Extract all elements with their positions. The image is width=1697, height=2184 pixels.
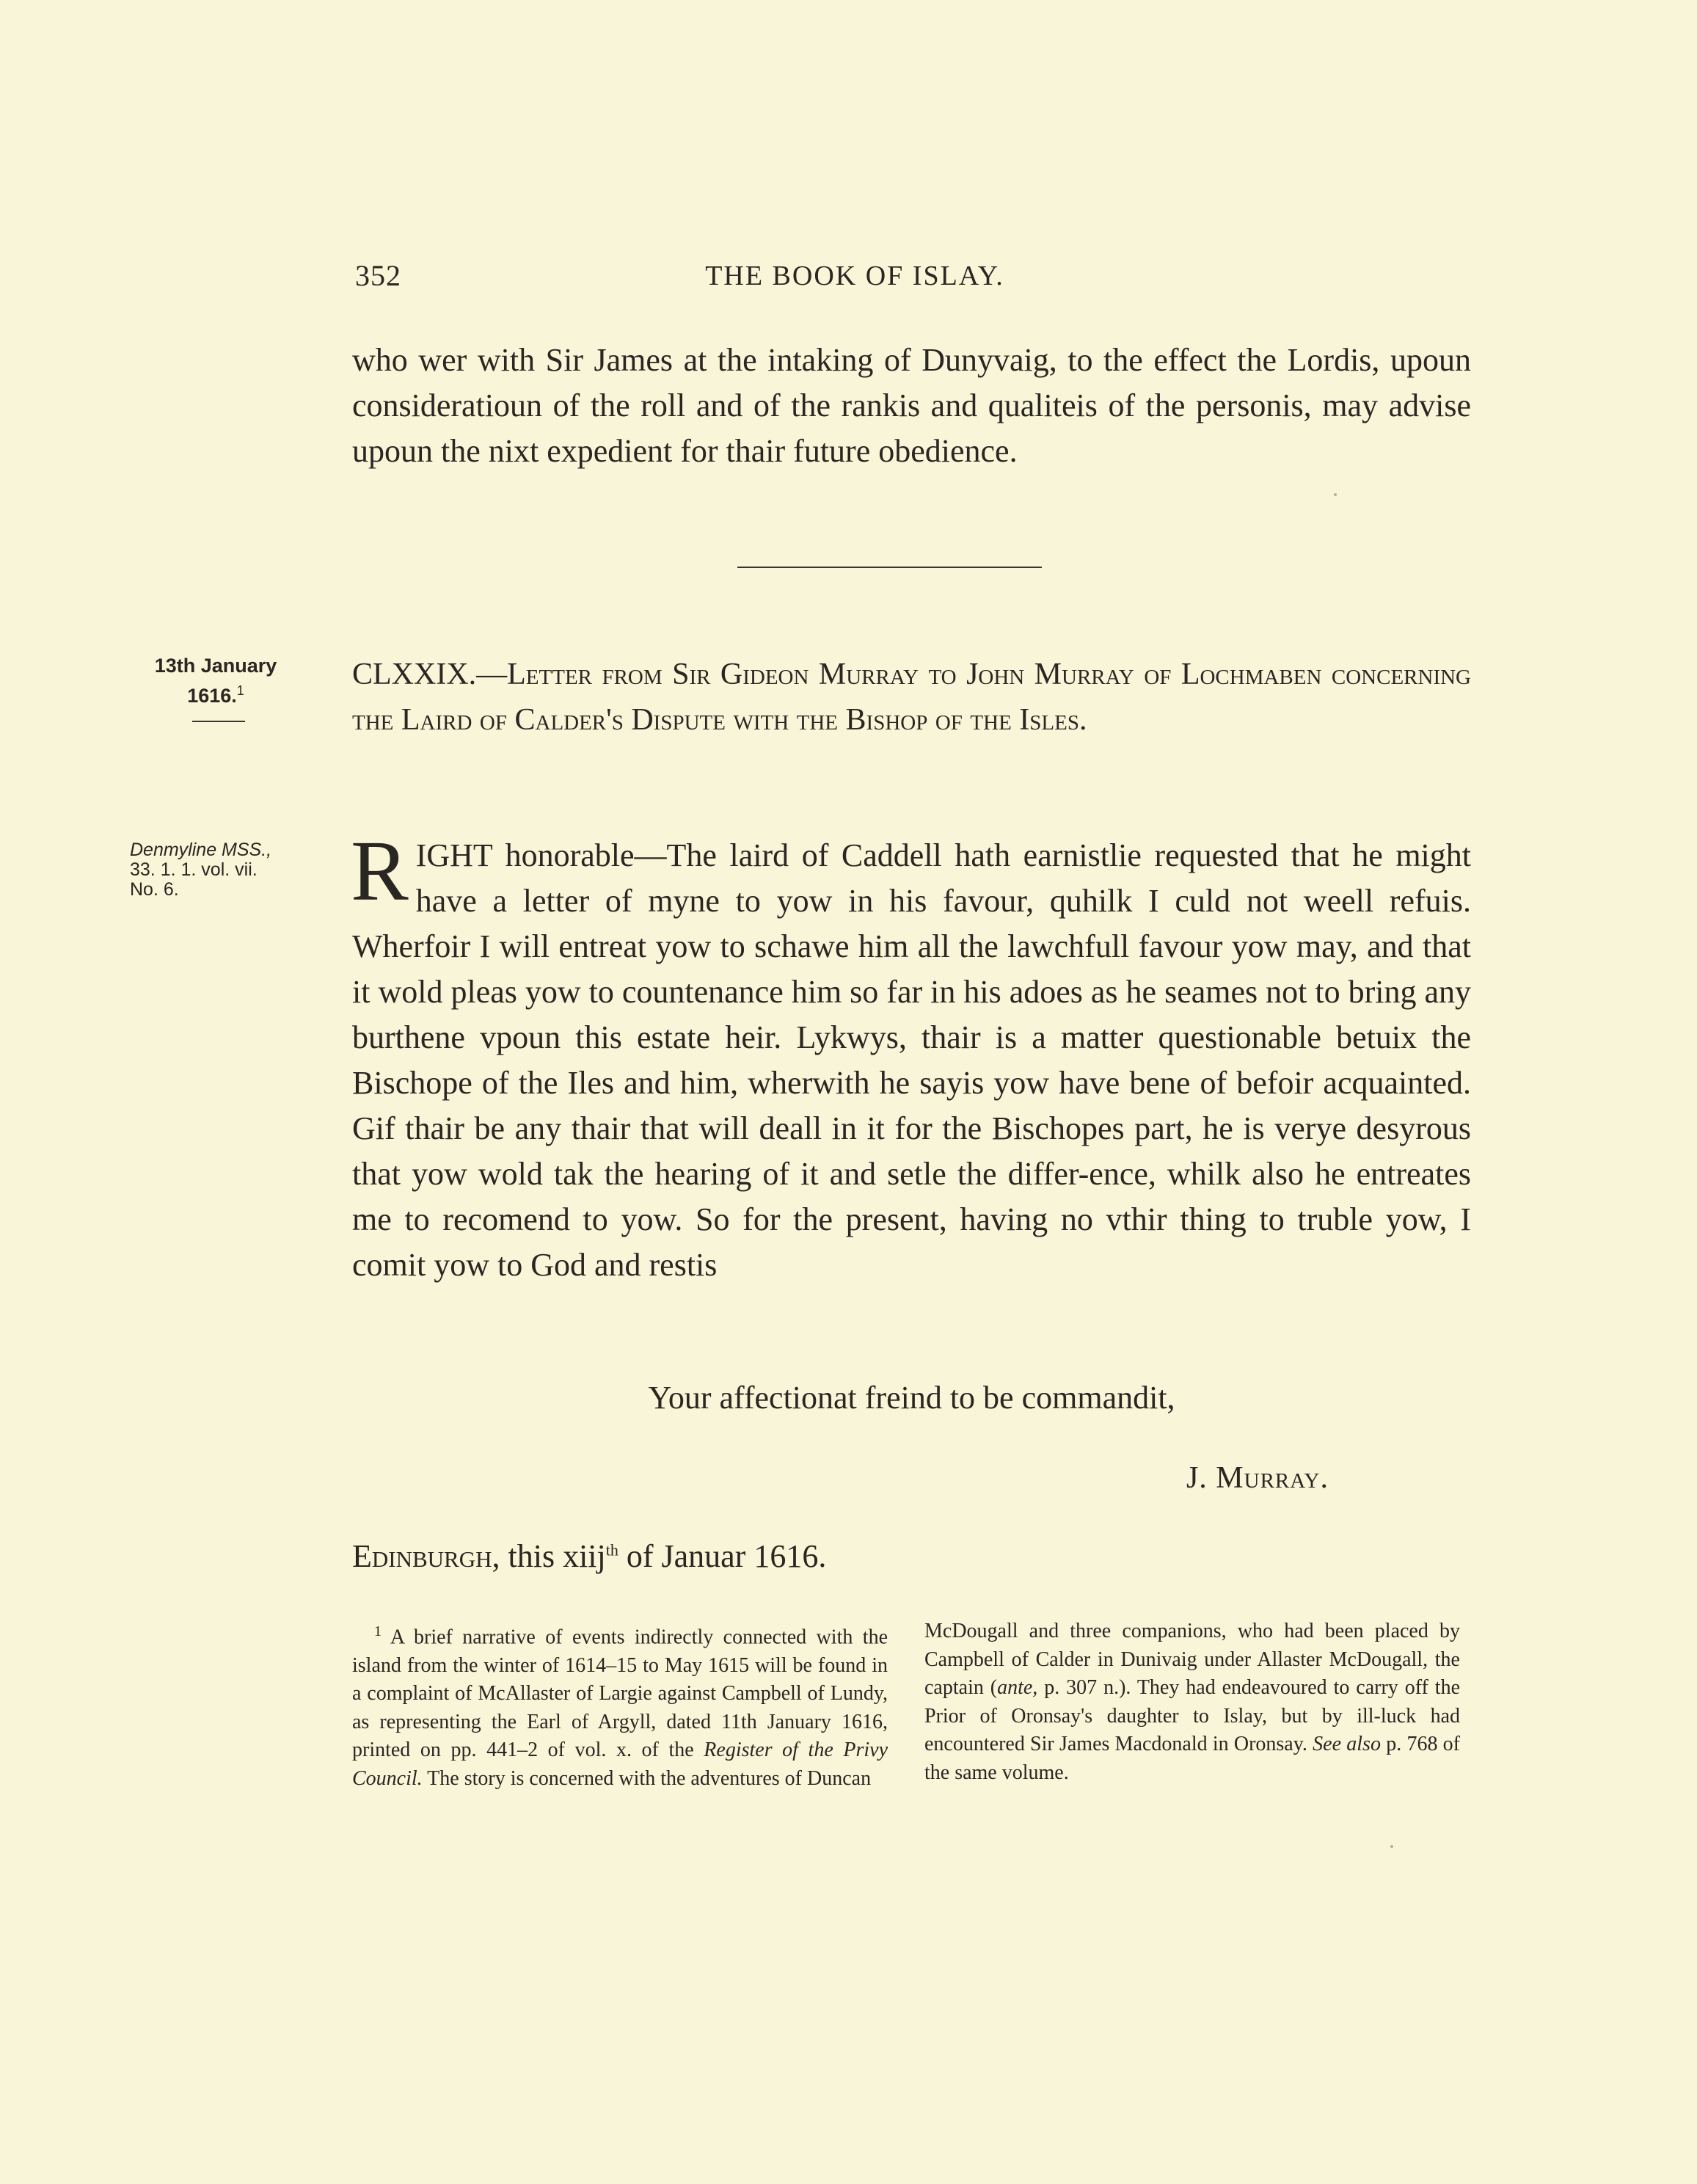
footnote-register-title: Register of the Privy Council.	[352, 1739, 888, 1790]
source-number: No. 6.	[130, 879, 179, 900]
footnote-ante: ante,	[997, 1676, 1038, 1699]
dateline-text: this xiij	[500, 1538, 606, 1574]
letter-body	[351, 823, 1471, 1288]
footnote-right-column	[924, 1617, 1460, 1787]
footnote-left-column	[352, 1617, 888, 1793]
letter-number: CLXXIX.	[352, 658, 477, 691]
letter-signoff: Your affectionat freind to be commandit,	[648, 1380, 1175, 1416]
page-number: 352	[355, 259, 401, 292]
paper-speck	[1390, 1845, 1393, 1848]
footnote-right-text2: p. 307 n.). They had endeavoured to carry off the Prior of Oronsay's daughter to Islay, but by ill-luck had encountered Sir James Macdonald in Oronsay.	[924, 1676, 1460, 1755]
margin-source-note	[130, 840, 321, 900]
running-title: THE BOOK OF ISLAY.	[705, 261, 1004, 291]
letter-heading	[352, 652, 1471, 743]
footnote-see-also: See also	[1313, 1733, 1381, 1755]
source-volume: 33. 1. 1. vol. vii.	[130, 859, 258, 880]
source-manuscript: Denmyline MSS.,	[130, 840, 272, 860]
continuation-paragraph: who wer with Sir James at the intaking of Dunyvaig, to the effect the Lordis, upoun consideratioun of the roll and of the rankis and qualiteis of the personis, may advise upoun the nixt expedient for thair future obedience.	[352, 342, 1471, 469]
footnote-left-tail: The story is concerned with the adventures of Duncan	[422, 1766, 872, 1790]
paper-speck	[1334, 493, 1337, 496]
drop-cap: R	[351, 823, 409, 919]
footnote-right-tail: p. 768 of the same volume.	[924, 1733, 1461, 1784]
dateline-superscript: th	[605, 1540, 618, 1559]
margin-date	[117, 653, 314, 708]
margin-date-line1: 13th January	[154, 655, 277, 677]
letter-signature: J. Murray.	[1186, 1461, 1329, 1495]
dateline-place: Edinburgh,	[352, 1538, 500, 1574]
margin-date-year: 1616.	[187, 685, 237, 707]
margin-dash	[192, 721, 245, 722]
section-divider	[737, 567, 1042, 568]
letter-title: —Letter from Sir Gideon Murray to John Murray of Lochmaben concerning the Laird of Calder's Dispute with the Bishop of the Isles.	[352, 658, 1471, 737]
letter-body-text: IGHT honorable—The laird of Caddell hath earnistlie requested that he might have a letter of myne to yow in his favour, quhilk I culd not weell refuis. Wherfoir I will entreat yow to schawe him all the lawchfull favour yow may, and that it wold pleas yow to countenance him so far in his adoes as he seames not to bring any burthene vpoun this estate heir. Lykwys, thair is a matter questionable betuix the Bischope of the Iles and him, wherwith he sayis yow have bene of befoir acquainted. Gif thair be any thair that will deall in it for the Bischopes part, he is verye desyrous that yow wold tak the hearing of it and setle the differ-ence, whilk also he entreates me to recomend to yow. So for the present, having no vthir thing to truble yow, I comit yow to God and restis	[352, 837, 1471, 1283]
margin-date-line2	[117, 678, 314, 708]
dateline-text-end: of Januar 1616.	[618, 1538, 827, 1574]
footnote-number: 1	[374, 1623, 382, 1639]
footnote-left-text: A brief narrative of events indirectly connected with the island from the winter of 1614–15 to May 1615 will be found in a complaint of McAllaster of Largie against Campbell of Lundy, as representing the Earl of Argyll, dated 11th January 1616, printed on pp. 441–2 of vol. x. of the	[352, 1626, 888, 1762]
footnote-right-text: McDougall and three companions, who had been placed by Campbell of Calder in Dunivaig under Allaster McDougall, the captain (	[924, 1620, 1460, 1699]
footnote-marker: 1	[236, 683, 244, 698]
letter-dateline	[352, 1537, 826, 1575]
